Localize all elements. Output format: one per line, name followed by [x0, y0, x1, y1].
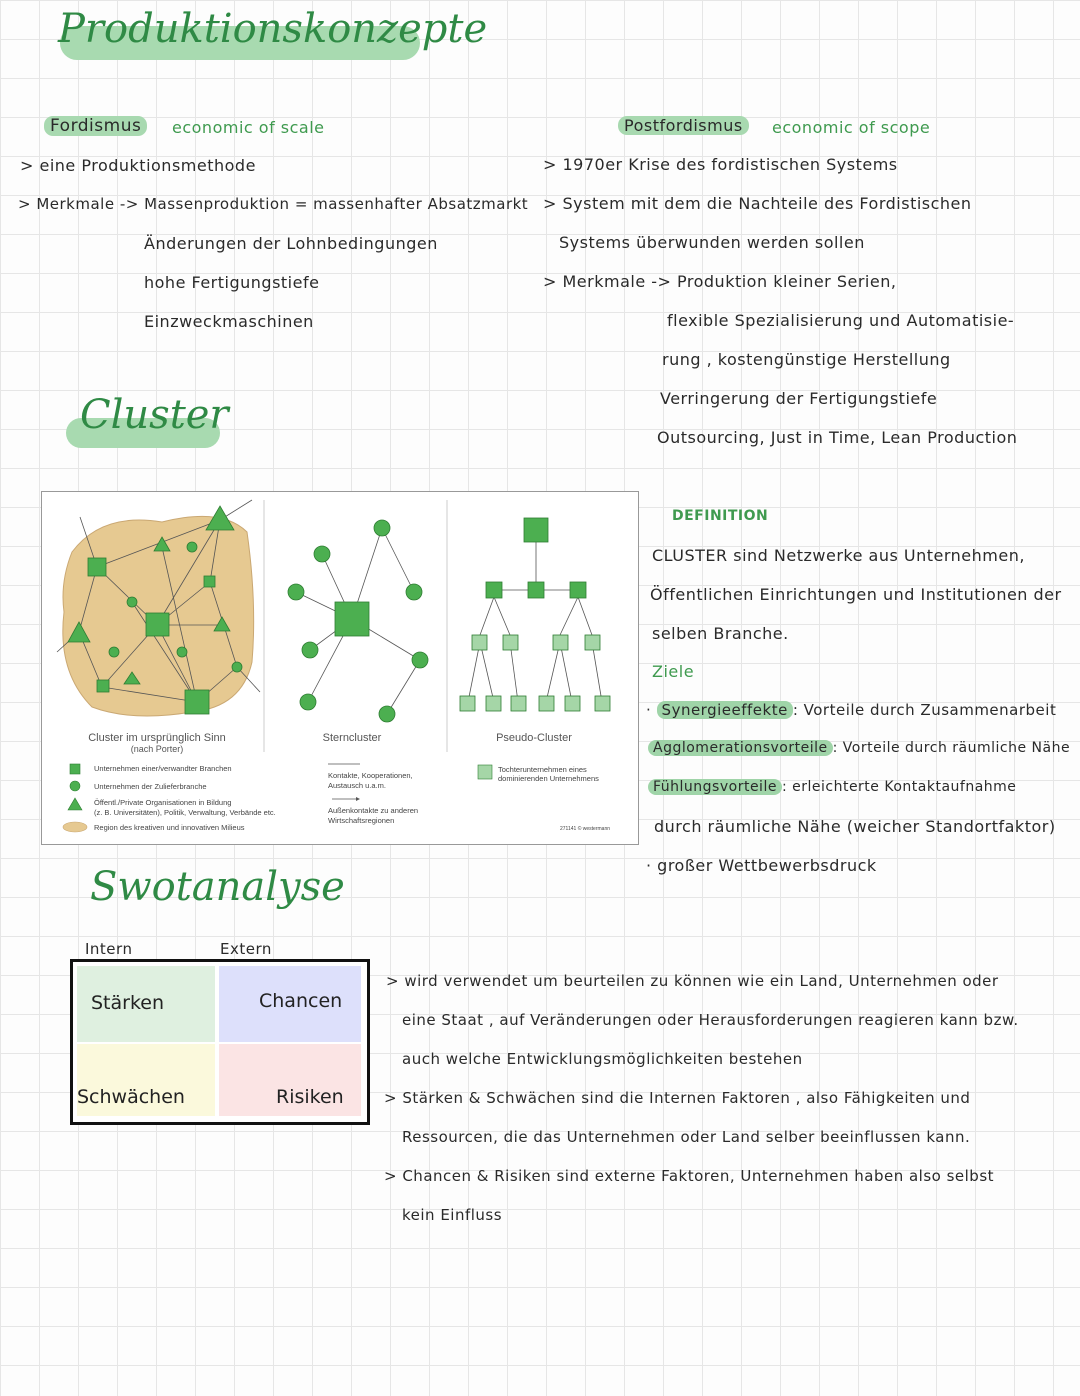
definition-extra-1: durch räumliche Nähe (weicher Standortfaktor)	[654, 817, 1056, 836]
definition-line-3: selben Branche.	[652, 624, 789, 643]
fordismus-line-3: Änderungen der Lohnbedingungen	[144, 234, 438, 253]
swot-extern-label: Extern	[220, 940, 272, 958]
swot-matrix	[70, 959, 370, 1125]
swot-staerken: Stärken	[91, 992, 165, 1014]
legend-item-5: Region des kreativen und innovativen Milieus	[94, 823, 245, 832]
goal-synergie: · Synergieeffekte : Vorteile durch Zusammenarbeit	[646, 701, 1057, 719]
swot-intern-label: Intern	[85, 940, 133, 958]
swot-line-2: eine Staat , auf Veränderungen oder Herausforderungen reagieren kann bzw.	[402, 1011, 1019, 1029]
legend-right-1: Tochterunternehmen eines	[498, 765, 587, 774]
postfordismus-heading: Postfordismus	[618, 116, 749, 135]
swot-chancen: Chancen	[259, 990, 343, 1012]
fordismus-subtitle: economic of scale	[172, 118, 325, 137]
postfordismus-line-8: Outsourcing, Just in Time, Lean Production	[657, 428, 1018, 447]
legend-right-2: dominierenden Unternehmens	[498, 774, 599, 783]
goal-agglomeration	[648, 740, 1070, 756]
cluster-title: Cluster	[80, 392, 229, 438]
figure-credit: 271141 © westermann	[560, 826, 611, 832]
legend-mid-3: Außenkontakte zu anderen	[328, 806, 419, 815]
fordismus-line-4: hohe Fertigungstiefe	[144, 273, 320, 292]
caption-porter-note: (nach Porter)	[130, 744, 184, 754]
postfordismus-subtitle: economic of scope	[772, 118, 931, 137]
caption-sterncluster: Sterncluster	[322, 732, 382, 744]
goal-fuehlung-text: : erleichterte Kontaktaufnahme	[781, 779, 1017, 795]
goal-synergie-text: : Vorteile durch Zusammenarbeit	[792, 701, 1057, 719]
fordismus-line-5: Einzweckmaschinen	[144, 312, 314, 331]
swot-line-7: kein Einfluss	[402, 1206, 503, 1224]
fordismus-heading: Fordismus	[44, 116, 147, 136]
goal-agglomeration-label: Agglomerationsvorteile	[648, 740, 833, 756]
swot-line-5: Ressourcen, die das Unternehmen oder Land selber beeinflussen kann.	[402, 1128, 971, 1146]
caption-pseudo-cluster: Pseudo-Cluster	[496, 732, 572, 744]
legend-mid-4: Wirtschaftsregionen	[328, 816, 395, 825]
swot-risiken: Risiken	[276, 1086, 344, 1108]
legend-item-2: Unternehmen der Zulieferbranche	[94, 782, 207, 791]
postfordismus-line-3: Systems überwunden werden sollen	[559, 233, 865, 252]
goal-synergie-label: Synergieeffekte	[657, 701, 793, 719]
goal-agglomeration-text: : Vorteile durch räumliche Nähe	[832, 740, 1071, 756]
swot-line-4: > Stärken & Schwächen sind die Internen Faktoren , also Fähigkeiten und	[384, 1089, 971, 1107]
postfordismus-line-7: Verringerung der Fertigungstiefe	[660, 389, 938, 408]
postfordismus-line-4: > Merkmale -> Produktion kleiner Serien,	[543, 272, 897, 291]
postfordismus-line-2: > System mit dem die Nachteile des Fordistischen	[543, 194, 972, 213]
goal-fuehlung-label: Fühlungsvorteile	[648, 779, 782, 795]
postfordismus-line-5: flexible Spezialisierung und Automatisie-	[667, 311, 1015, 330]
swot-line-3: auch welche Entwicklungsmöglichkeiten bestehen	[402, 1050, 803, 1068]
legend-item-1: Unternehmen einer/verwandter Branchen	[94, 764, 232, 773]
legend-item-3: Öffentl./Private Organisationen in Bildung	[94, 798, 232, 807]
swot-title: Swotanalyse	[90, 864, 345, 910]
postfordismus-line-1: > 1970er Krise des fordistischen Systems	[543, 155, 898, 174]
swot-line-1: > wird verwendet um beurteilen zu können wie ein Land, Unternehmen oder	[386, 972, 999, 990]
ziele-heading: Ziele	[652, 662, 695, 681]
definition-heading: DEFINITION	[672, 508, 769, 524]
legend-item-4: (z. B. Universitäten), Politik, Verwaltung, Verbände etc.	[94, 808, 276, 817]
definition-extra-2-text: großer Wettbewerbsdruck	[657, 856, 877, 875]
legend-mid-2: Austausch u.a.m.	[328, 781, 386, 790]
definition-extra-2: · großer Wettbewerbsdruck	[646, 856, 877, 875]
swot-schwaechen: Schwächen	[77, 1086, 185, 1108]
fordismus-line-2: > Merkmale -> Massenproduktion = massenhafter Absatzmarkt	[18, 195, 529, 213]
goal-fuehlung	[648, 779, 1016, 795]
page-title: Produktionskonzepte	[58, 6, 488, 52]
definition-line-2: Öffentlichen Einrichtungen und Institutionen der	[650, 585, 1062, 604]
cluster-diagram	[42, 492, 638, 844]
postfordismus-line-6: rung , kostengünstige Herstellung	[662, 350, 951, 369]
fordismus-line-1: > eine Produktionsmethode	[20, 156, 256, 175]
swot-line-6: > Chancen & Risiken sind externe Faktoren, Unternehmen haben also selbst	[384, 1167, 995, 1185]
caption-porter-cluster: Cluster im ursprünglich Sinn	[88, 732, 226, 744]
definition-line-1: CLUSTER sind Netzwerke aus Unternehmen,	[652, 546, 1025, 565]
cluster-figure	[41, 491, 639, 845]
legend-mid-1: Kontakte, Kooperationen,	[328, 771, 413, 780]
